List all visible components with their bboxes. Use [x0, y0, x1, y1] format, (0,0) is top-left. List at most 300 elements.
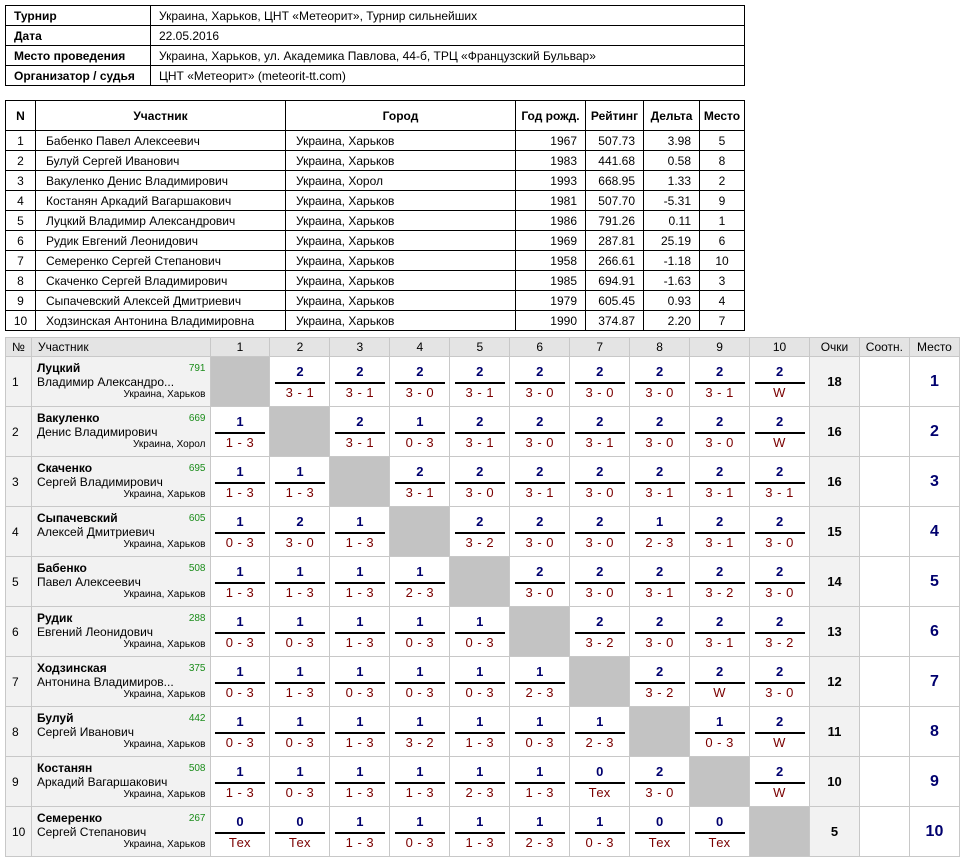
player-city: Украина, Харьков — [123, 839, 206, 850]
score-cell — [330, 657, 390, 707]
table-row — [6, 151, 745, 171]
table-cell: Украина, Харьков — [286, 131, 516, 151]
table-cell: Украина, Хорол — [286, 171, 516, 191]
score-divider — [575, 382, 625, 384]
total-points: 13 — [810, 607, 860, 657]
player-rating: 267 — [188, 813, 206, 824]
table-cell: -1.18 — [644, 251, 700, 271]
match-points: 1 — [476, 713, 484, 729]
score-divider — [335, 382, 385, 384]
match-points: 1 — [416, 663, 424, 679]
match-points: 2 — [715, 413, 724, 429]
score-cell — [510, 357, 570, 407]
match-points: 1 — [416, 763, 424, 779]
crosstable-header-name: Участник — [31, 338, 210, 357]
game-score: 3 - 2 — [705, 584, 734, 600]
match-points: 1 — [296, 663, 304, 679]
score-cell — [210, 657, 270, 707]
score-cell — [630, 457, 690, 507]
game-score: 1 - 3 — [225, 584, 255, 600]
total-points: 10 — [810, 757, 860, 807]
player-surname: Бабенко — [36, 561, 87, 575]
player-name: Павел Алексеевич — [36, 575, 141, 589]
game-score: 3 - 1 — [765, 484, 794, 500]
table-cell: 1958 — [516, 251, 586, 271]
score-cell — [690, 807, 750, 857]
crosstable-header-opponent: 10 — [750, 338, 810, 357]
score-divider — [215, 782, 265, 784]
score-cell — [510, 407, 570, 457]
score-cell — [210, 507, 270, 557]
score-divider — [395, 382, 445, 384]
score-divider — [635, 632, 685, 634]
game-score: 3 - 0 — [585, 534, 614, 550]
player-name: Антонина Владимиров... — [36, 675, 174, 689]
score-divider — [575, 582, 625, 584]
score-cell — [510, 457, 570, 507]
player-name: Евгений Леонидович — [36, 625, 154, 639]
score-divider — [515, 482, 565, 484]
score-cell — [330, 607, 390, 657]
score-divider — [635, 782, 685, 784]
table-cell: Украина, Харьков — [286, 251, 516, 271]
score-divider — [395, 432, 445, 434]
crosstable-row — [6, 557, 960, 607]
score-divider — [395, 632, 445, 634]
table-cell: 668.95 — [586, 171, 644, 191]
game-score: 3 - 1 — [465, 434, 495, 450]
table-cell: Луцкий Владимир Александрович — [36, 211, 286, 231]
score-cell — [690, 357, 750, 407]
score-divider — [215, 532, 265, 534]
row-number: 8 — [6, 707, 32, 757]
score-divider — [275, 532, 325, 534]
table-row — [6, 191, 745, 211]
match-points: 2 — [536, 563, 544, 579]
player-name: Владимир Александро... — [36, 375, 175, 389]
score-divider — [635, 382, 685, 384]
score-cell — [390, 807, 450, 857]
match-points: 2 — [596, 613, 604, 629]
game-score: 2 - 3 — [405, 584, 435, 600]
info-row-tournament — [6, 6, 745, 26]
match-points: 1 — [476, 763, 484, 779]
game-score: 1 - 3 — [345, 784, 375, 800]
match-points: 1 — [356, 663, 364, 679]
score-cell — [750, 407, 810, 457]
players-col-header: Место — [700, 101, 745, 131]
ratio-cell — [859, 407, 909, 457]
table-cell: 7 — [6, 251, 36, 271]
game-score: 1 - 3 — [525, 784, 554, 800]
game-score: 3 - 0 — [645, 634, 674, 650]
table-cell: 8 — [6, 271, 36, 291]
score-cell — [450, 457, 510, 507]
match-points: 2 — [356, 413, 364, 429]
match-points: 2 — [596, 513, 604, 529]
score-cell — [510, 557, 570, 607]
score-divider — [575, 782, 625, 784]
game-score: 3 - 1 — [405, 484, 435, 500]
score-divider — [275, 732, 325, 734]
match-points: 1 — [476, 663, 484, 679]
info-row-venue — [6, 46, 745, 66]
final-place: 8 — [909, 707, 959, 757]
game-score: 2 - 3 — [465, 784, 495, 800]
score-divider — [395, 682, 445, 684]
crosstable-header-opponent: 6 — [510, 338, 570, 357]
match-points: 1 — [656, 513, 664, 529]
crosstable-row — [6, 807, 960, 857]
score-cell — [570, 607, 630, 657]
score-divider — [515, 582, 565, 584]
table-cell: 266.61 — [586, 251, 644, 271]
ratio-cell — [859, 707, 909, 757]
score-divider — [275, 632, 325, 634]
game-score: 3 - 0 — [645, 384, 674, 400]
game-score: 0 - 3 — [585, 834, 614, 850]
game-score: 1 - 3 — [345, 634, 375, 650]
score-divider — [575, 832, 625, 834]
final-place: 7 — [909, 657, 959, 707]
score-divider — [575, 432, 625, 434]
score-cell — [450, 357, 510, 407]
game-score: 3 - 1 — [345, 434, 375, 450]
game-score: 0 - 3 — [225, 534, 255, 550]
game-score: Тех — [588, 784, 611, 800]
table-row — [6, 211, 745, 231]
player-surname: Булуй — [36, 711, 74, 725]
player-surname: Сыпачевский — [36, 511, 118, 525]
crosstable-header-points: Очки — [810, 338, 860, 357]
player-surname: Вакуленко — [36, 411, 100, 425]
players-table — [5, 100, 745, 331]
match-points: 1 — [236, 463, 244, 479]
score-divider — [755, 782, 805, 784]
table-row — [6, 291, 745, 311]
player-rating: 442 — [188, 713, 206, 724]
game-score: 3 - 0 — [405, 384, 435, 400]
score-divider — [395, 832, 445, 834]
table-cell: Ходзинская Антонина Владимировна — [36, 311, 286, 331]
match-points: 2 — [476, 363, 484, 379]
total-points: 14 — [810, 557, 860, 607]
game-score: 0 - 3 — [465, 634, 495, 650]
tournament-info-table — [5, 5, 745, 86]
score-divider — [695, 832, 745, 834]
match-points: 1 — [236, 763, 244, 779]
table-cell: 2 — [700, 171, 745, 191]
game-score: Тех — [288, 834, 311, 850]
game-score: 3 - 0 — [525, 434, 554, 450]
score-divider — [335, 582, 385, 584]
final-place: 6 — [909, 607, 959, 657]
score-cell — [450, 757, 510, 807]
table-cell: 0.58 — [644, 151, 700, 171]
players-col-header: Рейтинг — [586, 101, 644, 131]
score-divider — [755, 482, 805, 484]
game-score: 3 - 0 — [525, 584, 554, 600]
table-row — [6, 251, 745, 271]
crosstable-row — [6, 707, 960, 757]
table-cell: 605.45 — [586, 291, 644, 311]
player-name: Сергей Степанович — [36, 825, 147, 839]
game-score: 2 - 3 — [645, 534, 674, 550]
score-cell — [450, 707, 510, 757]
table-cell: 1967 — [516, 131, 586, 151]
score-divider — [275, 832, 325, 834]
row-number: 2 — [6, 407, 32, 457]
table-row — [6, 271, 745, 291]
score-cell — [450, 607, 510, 657]
crosstable-header-opponent: 9 — [690, 338, 750, 357]
player-cell — [31, 507, 210, 557]
game-score: 1 - 3 — [285, 584, 315, 600]
total-points: 18 — [810, 357, 860, 407]
game-score: 3 - 0 — [525, 384, 554, 400]
match-points: 2 — [296, 363, 304, 379]
score-divider — [515, 382, 565, 384]
player-surname: Костанян — [36, 761, 93, 775]
score-divider — [635, 482, 685, 484]
game-score: 0 - 3 — [405, 634, 435, 650]
score-cell — [390, 707, 450, 757]
match-points: 2 — [775, 763, 784, 779]
score-cell — [750, 507, 810, 557]
score-divider — [755, 382, 805, 384]
match-points: 2 — [416, 363, 424, 379]
score-cell — [570, 457, 630, 507]
game-score: 1 - 3 — [225, 784, 255, 800]
table-row — [6, 231, 745, 251]
table-cell: 7 — [700, 311, 745, 331]
match-points: 0 — [236, 813, 244, 829]
game-score: 0 - 3 — [285, 634, 315, 650]
score-divider — [215, 432, 265, 434]
score-divider — [395, 482, 445, 484]
table-cell: 9 — [6, 291, 36, 311]
table-cell: 1 — [700, 211, 745, 231]
match-points: 2 — [715, 463, 724, 479]
match-points: 1 — [715, 713, 724, 729]
table-row — [6, 171, 745, 191]
info-label: Организатор / судья — [6, 66, 151, 86]
table-cell: 791.26 — [586, 211, 644, 231]
player-cell — [31, 407, 210, 457]
table-cell: 2 — [6, 151, 36, 171]
match-points: 1 — [356, 813, 364, 829]
score-divider — [635, 682, 685, 684]
score-divider — [515, 832, 565, 834]
score-cell — [390, 457, 450, 507]
score-divider — [695, 632, 745, 634]
table-cell: Украина, Харьков — [286, 311, 516, 331]
game-score: 1 - 3 — [345, 584, 375, 600]
match-points: 2 — [715, 513, 724, 529]
score-divider — [335, 632, 385, 634]
match-points: 1 — [296, 563, 304, 579]
game-score: W — [773, 434, 786, 450]
score-divider — [335, 432, 385, 434]
diagonal-cell — [750, 807, 810, 857]
info-label: Турнир — [6, 6, 151, 26]
score-cell — [570, 507, 630, 557]
table-cell: Семеренко Сергей Степанович — [36, 251, 286, 271]
match-points: 2 — [656, 563, 664, 579]
score-divider — [695, 432, 745, 434]
table-cell: Рудик Евгений Леонидович — [36, 231, 286, 251]
score-cell — [690, 657, 750, 707]
game-score: 3 - 2 — [465, 534, 495, 550]
score-divider — [755, 682, 805, 684]
player-rating: 375 — [188, 663, 206, 674]
score-divider — [695, 382, 745, 384]
final-place: 10 — [909, 807, 959, 857]
score-divider — [575, 732, 625, 734]
final-place: 3 — [909, 457, 959, 507]
score-divider — [335, 682, 385, 684]
table-cell: Украина, Харьков — [286, 291, 516, 311]
score-cell — [570, 707, 630, 757]
table-cell: Украина, Харьков — [286, 231, 516, 251]
match-points: 1 — [236, 713, 244, 729]
match-points: 1 — [416, 713, 424, 729]
game-score: 1 - 3 — [345, 534, 375, 550]
score-divider — [515, 432, 565, 434]
table-cell: 1 — [6, 131, 36, 151]
player-city: Украина, Харьков — [123, 539, 206, 550]
table-cell: 2.20 — [644, 311, 700, 331]
game-score: 3 - 2 — [765, 634, 794, 650]
players-col-header: Участник — [36, 101, 286, 131]
score-cell — [330, 757, 390, 807]
match-points: 2 — [715, 363, 724, 379]
score-cell — [210, 457, 270, 507]
table-cell: 3 — [6, 171, 36, 191]
info-label: Место проведения — [6, 46, 151, 66]
players-col-header: Дельта — [644, 101, 700, 131]
game-score: 1 - 3 — [285, 684, 315, 700]
score-cell — [630, 607, 690, 657]
row-number: 9 — [6, 757, 32, 807]
score-cell — [210, 407, 270, 457]
crosstable-header-opponent: 8 — [630, 338, 690, 357]
table-cell: Украина, Харьков — [286, 191, 516, 211]
score-cell — [750, 657, 810, 707]
game-score: 3 - 0 — [705, 434, 734, 450]
score-cell — [630, 757, 690, 807]
score-cell — [270, 357, 330, 407]
match-points: 2 — [296, 513, 304, 529]
table-cell: 0.11 — [644, 211, 700, 231]
table-cell: Сыпачевский Алексей Дмитриевич — [36, 291, 286, 311]
match-points: 1 — [536, 663, 544, 679]
game-score: 3 - 1 — [585, 434, 614, 450]
table-cell: Бабенко Павел Алексеевич — [36, 131, 286, 151]
table-cell: Украина, Харьков — [286, 271, 516, 291]
match-points: 2 — [775, 613, 784, 629]
total-points: 5 — [810, 807, 860, 857]
crosstable-header-opponent: 3 — [330, 338, 390, 357]
table-cell: 507.73 — [586, 131, 644, 151]
game-score: 1 - 3 — [405, 784, 435, 800]
score-divider — [215, 682, 265, 684]
score-cell — [330, 507, 390, 557]
game-score: 0 - 3 — [405, 834, 435, 850]
score-cell — [270, 557, 330, 607]
player-name: Сергей Владимирович — [36, 475, 163, 489]
score-divider — [755, 532, 805, 534]
game-score: 1 - 3 — [345, 734, 375, 750]
game-score: 3 - 1 — [645, 584, 674, 600]
player-city: Украина, Харьков — [123, 789, 206, 800]
game-score: 2 - 3 — [525, 684, 554, 700]
final-place: 9 — [909, 757, 959, 807]
table-cell: 10 — [6, 311, 36, 331]
score-divider — [335, 532, 385, 534]
match-points: 1 — [296, 613, 304, 629]
player-rating: 669 — [188, 413, 206, 424]
score-cell — [330, 357, 390, 407]
score-cell — [750, 357, 810, 407]
game-score: W — [773, 784, 786, 800]
players-col-header: Год рожд. — [516, 101, 586, 131]
score-cell — [390, 757, 450, 807]
crosstable-header-opponent: 2 — [270, 338, 330, 357]
score-cell — [750, 457, 810, 507]
table-cell: 1990 — [516, 311, 586, 331]
match-points: 1 — [356, 513, 364, 529]
score-cell — [570, 357, 630, 407]
player-city: Украина, Хорол — [133, 439, 206, 450]
player-city: Украина, Харьков — [123, 589, 206, 600]
table-cell: 8 — [700, 151, 745, 171]
player-cell — [31, 707, 210, 757]
match-points: 1 — [356, 763, 364, 779]
match-points: 2 — [596, 363, 604, 379]
crosstable-row — [6, 507, 960, 557]
game-score: 3 - 0 — [285, 534, 315, 550]
score-cell — [330, 407, 390, 457]
score-divider — [515, 782, 565, 784]
score-divider — [395, 732, 445, 734]
row-number: 1 — [6, 357, 32, 407]
match-points: 2 — [775, 363, 784, 379]
match-points: 1 — [536, 763, 544, 779]
match-points: 1 — [236, 563, 244, 579]
game-score: 3 - 2 — [645, 684, 674, 700]
row-number: 5 — [6, 557, 32, 607]
score-cell — [510, 757, 570, 807]
score-divider — [515, 732, 565, 734]
table-cell: 1981 — [516, 191, 586, 211]
game-score: 3 - 0 — [465, 484, 495, 500]
crosstable-header-ratio: Соотн. — [859, 338, 909, 357]
match-points: 0 — [296, 813, 304, 829]
match-points: 2 — [775, 663, 784, 679]
score-divider — [455, 632, 505, 634]
score-divider — [635, 432, 685, 434]
ratio-cell — [859, 357, 909, 407]
diagonal-cell — [330, 457, 390, 507]
final-place: 1 — [909, 357, 959, 407]
score-cell — [450, 407, 510, 457]
match-points: 1 — [356, 713, 364, 729]
match-points: 2 — [775, 563, 784, 579]
score-divider — [275, 682, 325, 684]
crosstable-row — [6, 607, 960, 657]
match-points: 0 — [596, 763, 604, 779]
